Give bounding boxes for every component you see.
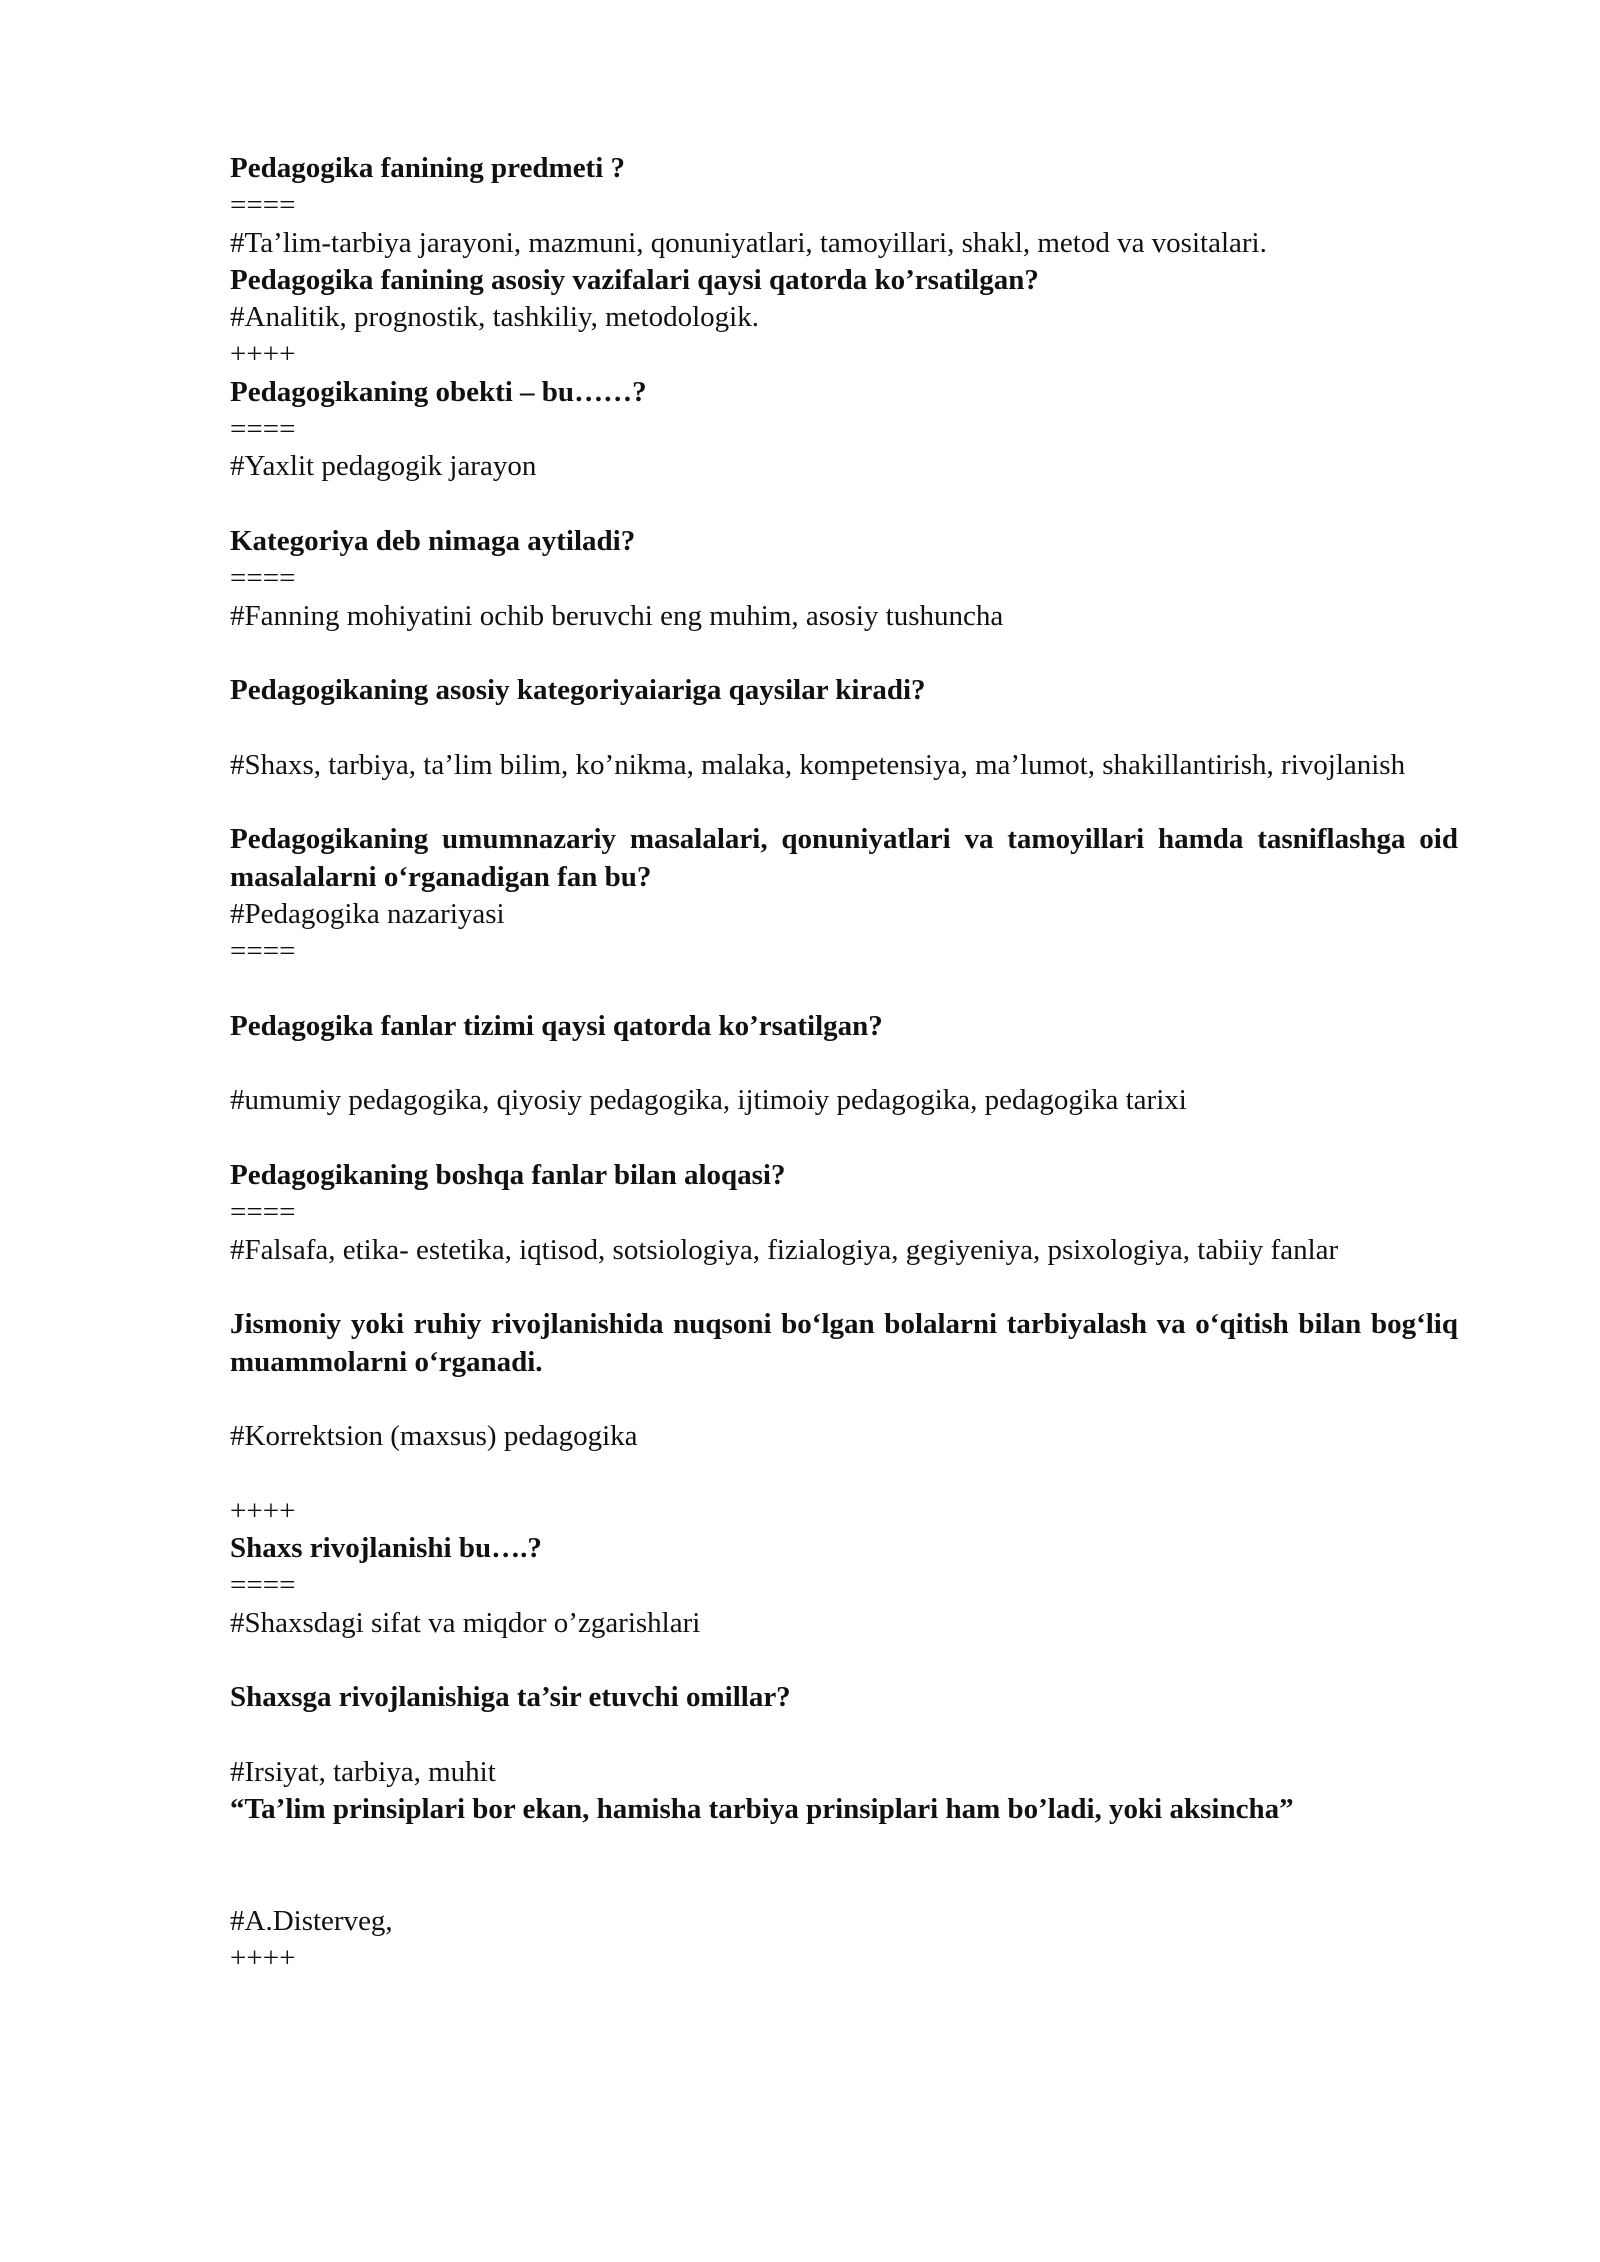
separator-line: ==== — [230, 935, 296, 968]
document-body — [230, 150, 1458, 1978]
blank-line — [230, 1455, 1458, 1492]
question-line: “Ta’lim prinsiplari bor ekan, hamisha tarbiya prinsiplari ham bo’ladi, yoki aksincha” — [230, 1793, 1294, 1826]
answer-line: #umumiy pedagogika, qiyosiy pedagogika, ijtimoiy pedagogika, pedagogika tarixi — [230, 1084, 1187, 1117]
separator-line: ==== — [230, 413, 296, 446]
question-line: Pedagogika fanining asosiy vazifalari qaysi qatorda ko’rsatilgan? — [230, 263, 1039, 296]
separator-line: ++++ — [230, 1942, 296, 1975]
separator-line: ==== — [230, 189, 296, 222]
answer-line: #Pedagogika nazariyasi — [230, 897, 505, 930]
answer-line: #Yaxlit pedagogik jarayon — [230, 450, 537, 483]
separator-line: ++++ — [230, 1494, 296, 1527]
separator-line: ==== — [230, 562, 296, 595]
question-line: Pedagogikaning obekti – bu……? — [230, 375, 647, 408]
answer-line: #Fanning mohiyatini ochib beruvchi eng muhim, asosiy tushuncha — [230, 599, 1004, 632]
answer-line: #Falsafa, etika- estetika, iqtisod, sotsiologiya, fizialogiya, gegiyeniya, psixologiya, tabiiy fanlar — [230, 1233, 1339, 1266]
answer-line: #A.Disterveg, — [230, 1904, 393, 1937]
blank-line — [230, 1120, 1458, 1157]
answer-line: #Korrektsion (maxsus) pedagogika — [230, 1420, 638, 1453]
answer-line: #Shaxs, tarbiya, ta’lim bilim, ko’nikma, malaka, kompetensiya, ma’lumot, shakillantirish, rivojlanish — [230, 748, 1406, 781]
blank-line — [230, 1269, 1458, 1306]
question-line: Shaxsga rivojlanishiga ta’sir etuvchi omillar? — [230, 1681, 791, 1714]
blank-line — [230, 1828, 1458, 1865]
question-line: Pedagogika fanlar tizimi qaysi qatorda ko’rsatilgan? — [230, 1009, 883, 1042]
answer-line: #Ta’lim-tarbiya jarayoni, mazmuni, qonuniyatlari, tamoyillari, shakl, metod va vositalari. — [230, 226, 1267, 259]
document-page — [230, 150, 1458, 1978]
question-line: Pedagogikaning umumnazariy masalalari, qonuniyatlari va tamoyillari hamda tasniflashga oid masalalarni o‘rganadigan fan bu? — [230, 823, 1458, 893]
blank-line — [230, 709, 1458, 746]
separator-line: ==== — [230, 1196, 296, 1229]
blank-line — [230, 784, 1458, 821]
blank-line — [230, 1866, 1458, 1903]
question-line: Shaxs rivojlanishi bu….? — [230, 1531, 542, 1564]
separator-line: ==== — [230, 1569, 296, 1602]
blank-line — [230, 486, 1458, 523]
answer-line: #Analitik, prognostik, tashkiliy, metodologik. — [230, 301, 759, 334]
answer-line: #Shaxsdagi sifat va miqdor o’zgarishlari — [230, 1606, 701, 1639]
question-line: Pedagogikaning asosiy kategoriyaiariga qaysilar kiradi? — [230, 674, 926, 707]
blank-line — [230, 1381, 1458, 1418]
question-line: Kategoriya deb nimaga aytiladi? — [230, 524, 636, 557]
blank-line — [230, 971, 1458, 1008]
blank-line — [230, 1716, 1458, 1753]
question-line: Pedagogikaning boshqa fanlar bilan aloqasi? — [230, 1159, 786, 1192]
blank-line — [230, 1045, 1458, 1082]
blank-line — [230, 1642, 1458, 1679]
answer-line: #Irsiyat, tarbiya, muhit — [230, 1755, 496, 1788]
blank-line — [230, 635, 1458, 672]
separator-line: ++++ — [230, 338, 296, 371]
question-line: Jismoniy yoki ruhiy rivojlanishida nuqsoni bo‘lgan bolalarni tarbiyalash va o‘qitish bilan bog‘liq muammolarni o‘rganadi. — [230, 1308, 1458, 1378]
question-line: Pedagogika fanining predmeti ? — [230, 152, 626, 184]
